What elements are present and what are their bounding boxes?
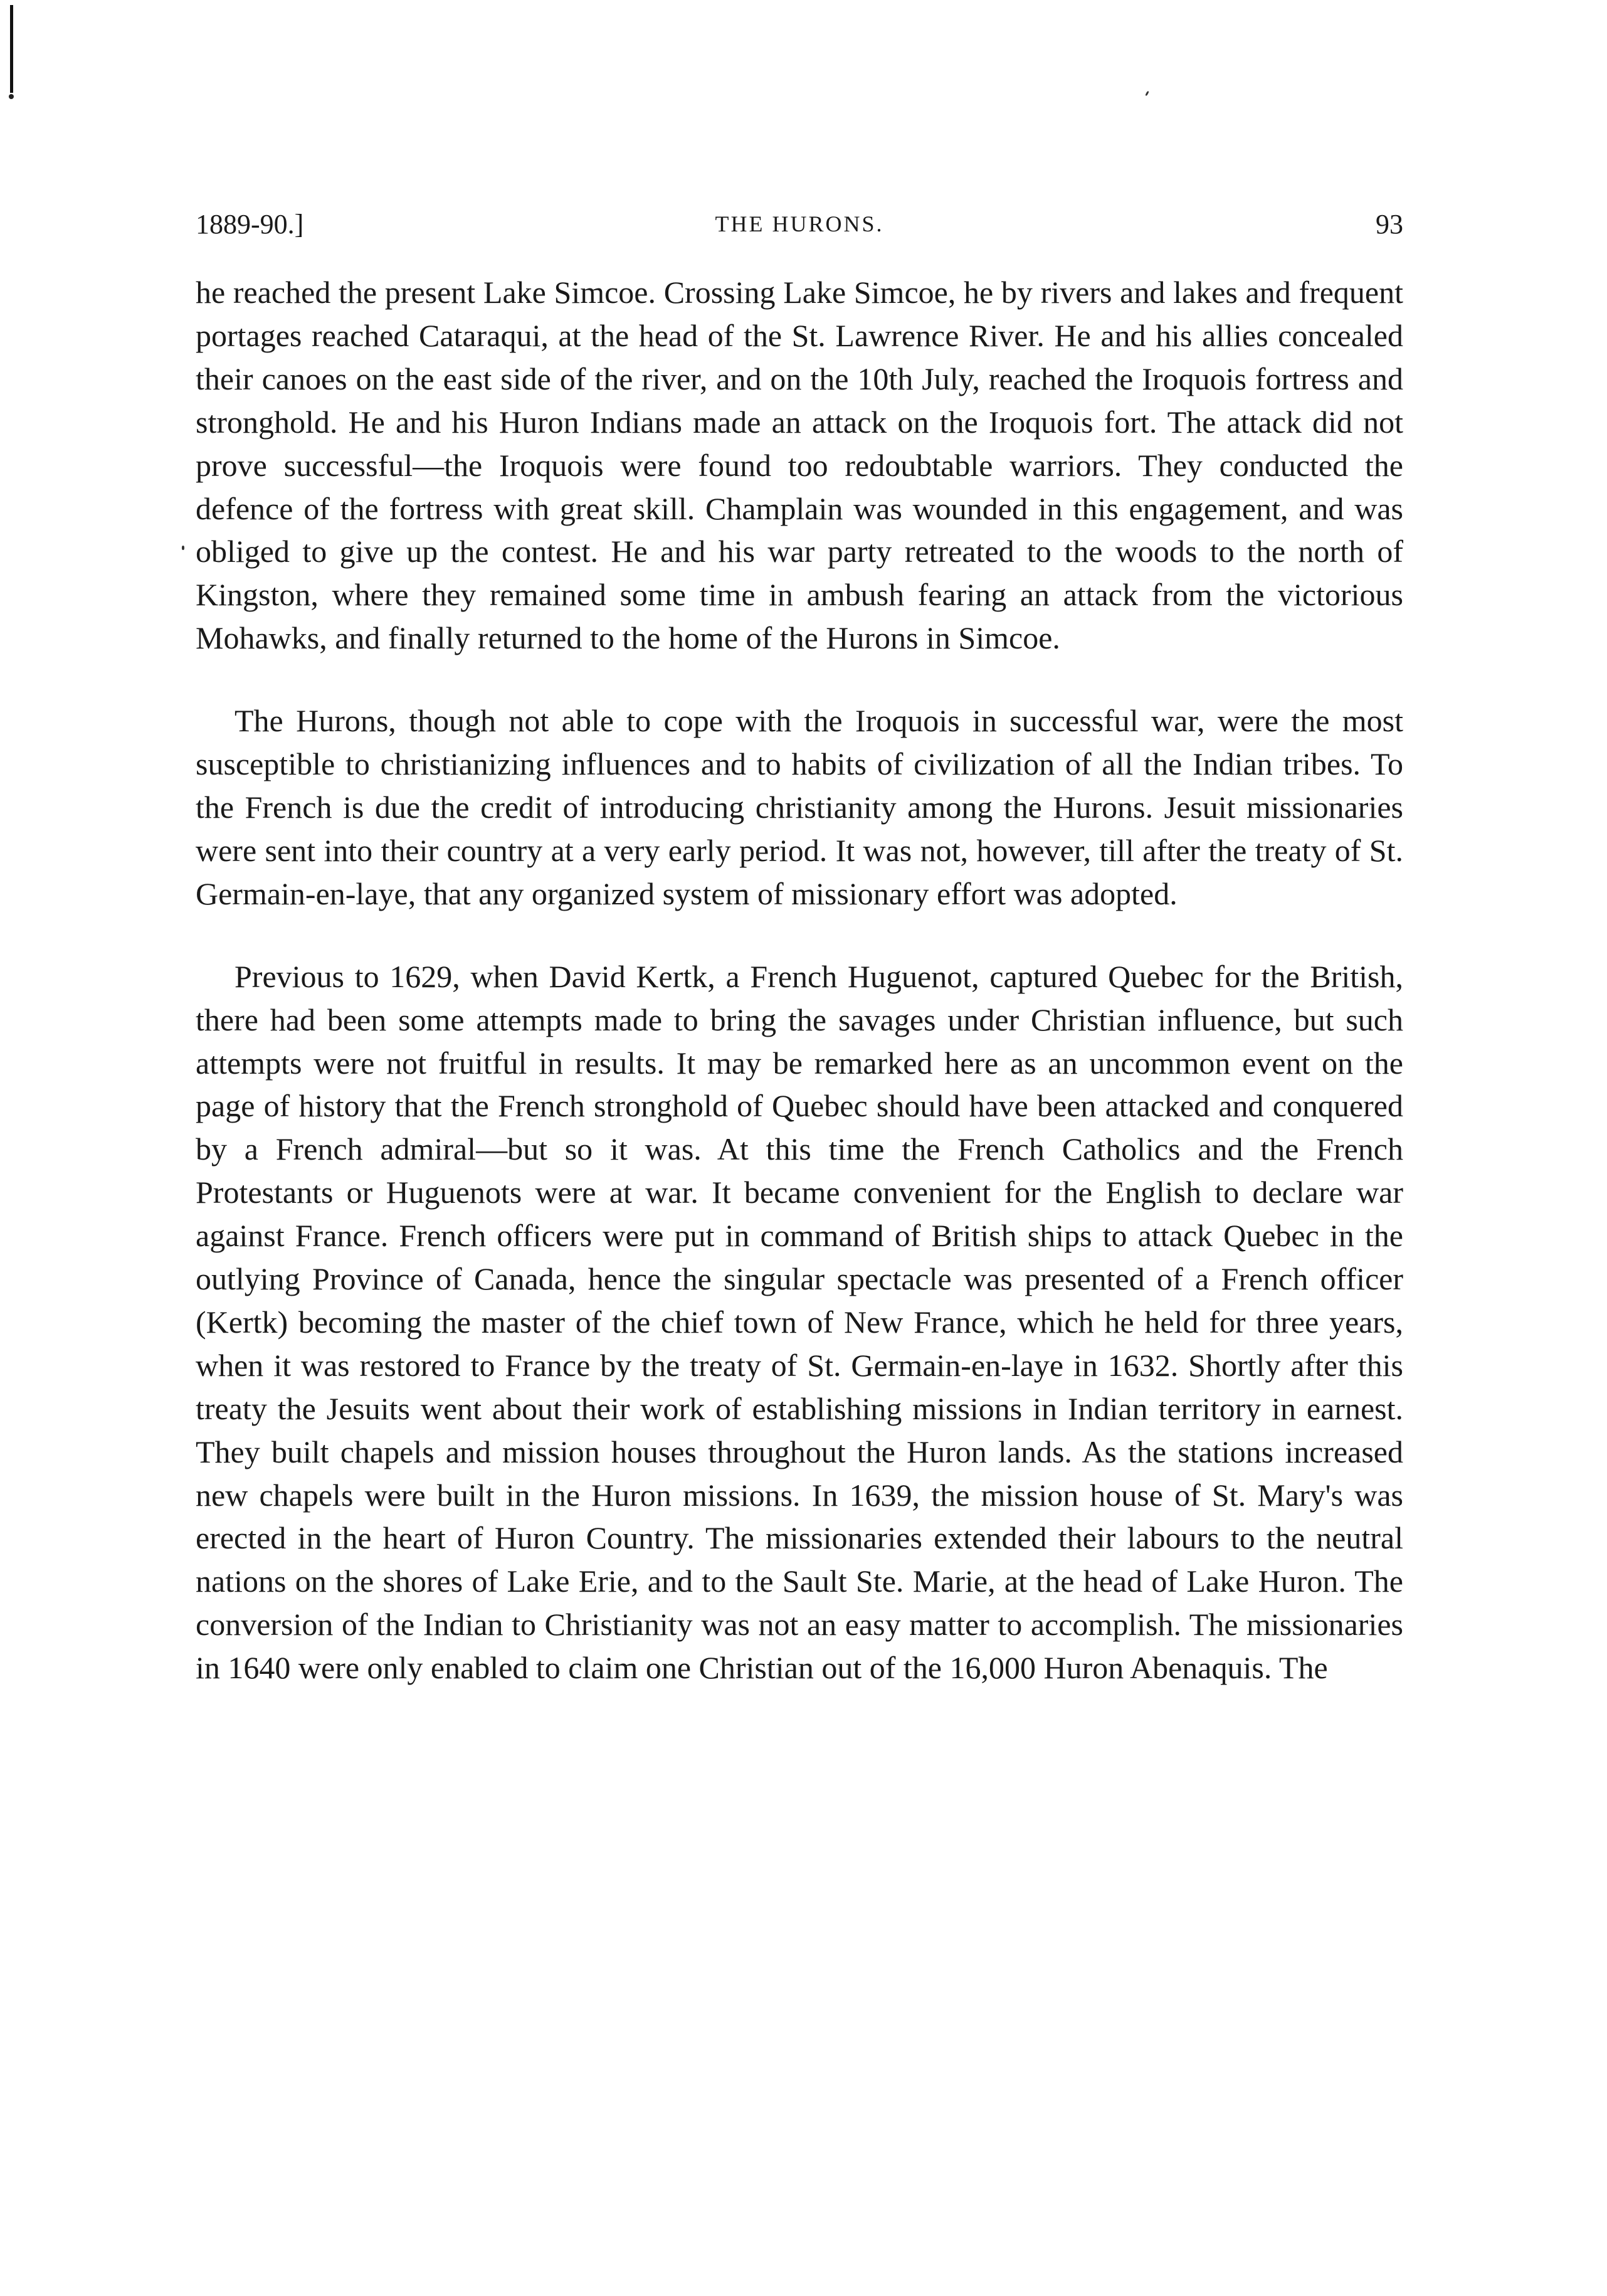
header-year-range: 1889-90.]: [196, 209, 304, 240]
paragraph-hurons-christianity: The Hurons, though not able to cope with the Iroquois in successful war, were the most susceptible to christianizing influences and to habits of civilization of all the Indian tribes. To the French is due the credit of introducing christianity among the Hurons. Jesuit missionaries were sent into their country at a very early period. It was not, however, till after the treaty of St. Germain-en-laye, that any organized system of missionary effort was adopted.: [196, 703, 1403, 911]
header-title: THE HURONS.: [715, 211, 884, 236]
page-body: [196, 271, 1403, 1690]
page-number: 93: [1376, 209, 1403, 240]
running-header: [196, 208, 1403, 252]
paragraph-continuation: he reached the present Lake Simcoe. Crossing Lake Simcoe, he by rivers and lakes and frequent portages reached Cataraqui, at the head of the St. Lawrence River. He and his allies concealed their canoes on the east side of the river, and on the 10th July, reached the Iroquois fortress and stronghold. He and his Huron Indians made an attack on the Iroquois fort. The attack did not prove successful—the Iroquois were found too redoubtable warriors. They conducted the defence of the fortress with great skill. Champlain was wounded in this engagement, and was obliged to give up the contest. He and his war party retreated to the woods to the north of Kingston, where they remained some time in ambush fearing an attack from the victorious Mohawks, and finally returned to the home of the Hurons in Simcoe.: [196, 275, 1403, 656]
paragraph-kertk-quebec: Previous to 1629, when David Kertk, a French Huguenot, captured Quebec for the British, there had been some attempts made to bring the savages under Christian influence, but such attempts were not fruitful in results. It may be remarked here as an uncommon event on the page of history that the French stronghold of Quebec should have been attacked and conquered by a French admiral—but so it was. At this time the French Catholics and the French Protestants or Huguenots were at war. It became convenient for the English to declare war against France. French officers were put in command of British ships to attack Quebec in the outlying Province of Canada, hence the singular spectacle was presented of a French officer (Kertk) becoming the master of the chief town of New France, which he held for three years, when it was restored to France by the treaty of St. Germain-en-laye in 1632. Shortly after this treaty the Jesuits went about their work of establishing missions in Indian territory in earnest. They built chapels and mission houses throughout the Huron lands. As the stations increased new chapels were built in the Huron missions. In 1639, the mission house of St. Mary's was erected in the heart of Huron Country. The missionaries extended their labours to the neutral nations on the shores of Lake Erie, and to the Sault Ste. Marie, at the head of Lake Huron. The conversion of the Indian to Christianity was not an easy matter to accomplish. The missionaries in 1640 were only enabled to claim one Christian out of the 16,000 Huron Abenaquis. The: [196, 958, 1403, 1686]
scan-edge-mark: [10, 5, 13, 93]
scan-edge-dot: [9, 94, 14, 99]
scan-speck: [1145, 91, 1149, 96]
scan-speck: [182, 546, 184, 550]
